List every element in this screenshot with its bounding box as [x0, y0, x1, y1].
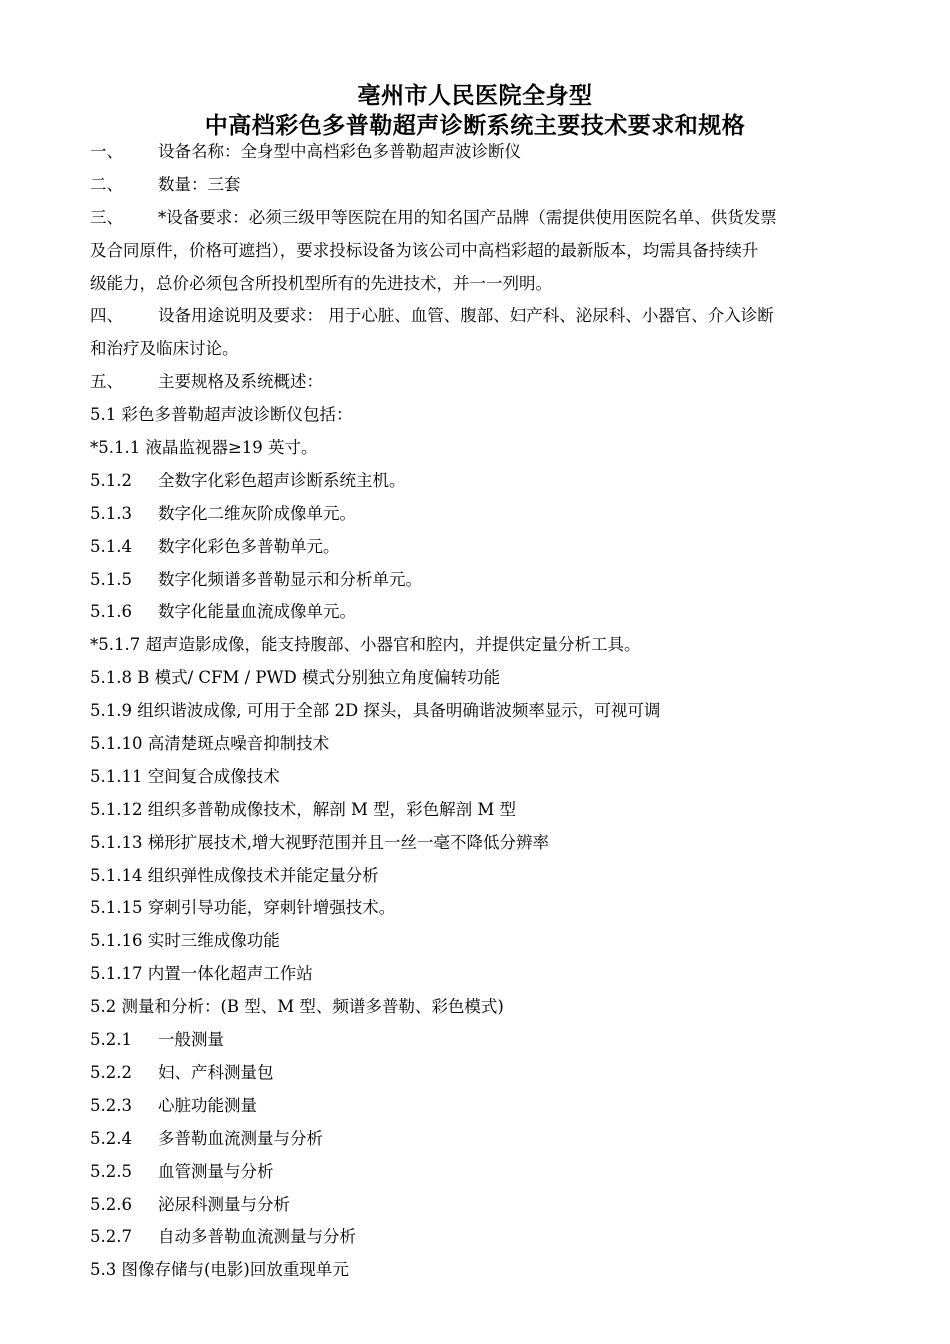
- item-5-1-6: [90, 596, 880, 629]
- section-4-line2: 和治疗及临床讨论。: [90, 339, 239, 359]
- document-title-line1: 亳州市人民医院全身型: [357, 83, 593, 109]
- item-number: 5.2.5: [90, 1161, 132, 1181]
- item-number: 5.1.2: [90, 470, 132, 490]
- item-text: 一般测量: [158, 1030, 224, 1050]
- item-5-1-15: 5.1.15 穿刺引导功能，穿刺针增强技术。: [90, 898, 396, 918]
- item-5-1: 5.1 彩色多普勒超声波诊断仪包括：: [90, 405, 353, 425]
- section-1: [90, 136, 880, 169]
- section-number: 四、: [90, 306, 123, 326]
- item-5-1-7: *5.1.7 超声造影成像，能支持腹部、小器官和腔内，并提供定量分析工具。: [90, 635, 641, 655]
- item-5-1-12: 5.1.12 组织多普勒成像技术，解剖 M 型，彩色解剖 M 型: [90, 799, 516, 819]
- item-5-1-4: [90, 531, 880, 564]
- item-text: 血管测量与分析: [158, 1161, 274, 1181]
- item-number: 5.2.1: [90, 1030, 132, 1050]
- item-5-3: 5.3 图像存储与(电影)回放重现单元: [90, 1260, 349, 1280]
- item-text: 数字化彩色多普勒单元。: [158, 536, 340, 556]
- section-text: 主要规格及系统概述：: [158, 372, 323, 392]
- item-5-1-10: 5.1.10 高清楚斑点噪音抑制技术: [90, 734, 330, 754]
- item-5-1-5: [90, 564, 880, 597]
- section-text: 设备名称：全身型中高档彩色多普勒超声波诊断仪: [158, 142, 521, 161]
- item-5-1-2: [90, 465, 880, 498]
- section-text: *设备要求：必须三级甲等医院在用的知名国产品牌（需提供使用医院名单、供货发票: [158, 207, 777, 227]
- item-number: 5.1.6: [90, 602, 132, 622]
- section-number: 二、: [90, 174, 123, 194]
- item-5-1-9: 5.1.9 组织谐波成像, 可用于全部 2D 探头，具备明确谐波频率显示，可视可调: [90, 701, 661, 721]
- item-text: 自动多普勒血流测量与分析: [158, 1227, 356, 1247]
- item-text: 数字化二维灰阶成像单元。: [158, 503, 356, 523]
- item-number: 5.2.2: [90, 1062, 132, 1082]
- item-5-1-1: *5.1.1 液晶监视器≥19 英寸。: [90, 438, 318, 458]
- item-5-1-3: [90, 498, 880, 531]
- item-number: 5.1.4: [90, 536, 132, 556]
- item-5-2-6: [90, 1189, 880, 1222]
- item-text: 多普勒血流测量与分析: [158, 1128, 323, 1148]
- item-5-1-16: 5.1.16 实时三维成像功能: [90, 931, 280, 951]
- item-5-2-4: [90, 1123, 880, 1156]
- item-number: 5.2.4: [90, 1128, 132, 1148]
- section-3-line2: 及合同原件，价格可遮挡），要求投标设备为该公司中高档彩超的最新版本，均需具备持续升: [90, 240, 759, 260]
- section-5: [90, 366, 880, 399]
- item-text: 泌尿科测量与分析: [158, 1194, 290, 1214]
- item-5-2-7: [90, 1221, 880, 1254]
- item-number: 5.2.3: [90, 1095, 132, 1115]
- item-5-1-17: 5.1.17 内置一体化超声工作站: [90, 964, 313, 984]
- item-5-1-14: 5.1.14 组织弹性成像技术并能定量分析: [90, 865, 379, 885]
- item-5-1-8: 5.1.8 B 模式/ CFM / PWD 模式分别独立角度偏转功能: [90, 668, 500, 688]
- section-2: [90, 169, 880, 202]
- item-5-2-2: [90, 1057, 880, 1090]
- item-5-2-1: [90, 1024, 880, 1057]
- item-number: 5.2.7: [90, 1227, 132, 1247]
- item-text: 全数字化彩色超声诊断系统主机。: [158, 470, 406, 490]
- document-title-line2: 中高档彩色多普勒超声诊断系统主要技术要求和规格: [204, 113, 746, 139]
- item-text: 数字化能量血流成像单元。: [158, 602, 356, 622]
- item-text: 心脏功能测量: [158, 1095, 257, 1115]
- section-3-line3: 级能力，总价必须包含所投机型所有的先进技术，并一一列明。: [90, 273, 552, 293]
- item-number: 5.1.3: [90, 503, 132, 523]
- item-5-2-3: [90, 1090, 880, 1123]
- item-number: 5.2.6: [90, 1194, 132, 1214]
- section-number: 一、: [90, 142, 123, 161]
- section-3-line1: [90, 202, 880, 235]
- item-text: 数字化频谱多普勒显示和分析单元。: [158, 569, 422, 589]
- item-text: 妇、产科测量包: [158, 1062, 274, 1082]
- document-body: [90, 136, 880, 1287]
- item-number: 5.1.5: [90, 569, 132, 589]
- section-number: 三、: [90, 207, 123, 227]
- item-5-2: 5.2 测量和分析：(B 型、M 型、频谱多普勒、彩色模式): [90, 997, 504, 1017]
- section-4-line1: [90, 300, 880, 333]
- section-number: 五、: [90, 372, 123, 392]
- section-text: 设备用途说明及要求： 用于心脏、血管、腹部、妇产科、泌尿科、小器官、介入诊断: [158, 306, 774, 326]
- item-5-1-13: 5.1.13 梯形扩展技术,增大视野范围并且一丝一毫不降低分辨率: [90, 832, 549, 852]
- section-text: 数量：三套: [158, 174, 241, 194]
- item-5-2-5: [90, 1156, 880, 1189]
- item-5-1-11: 5.1.11 空间复合成像技术: [90, 766, 280, 786]
